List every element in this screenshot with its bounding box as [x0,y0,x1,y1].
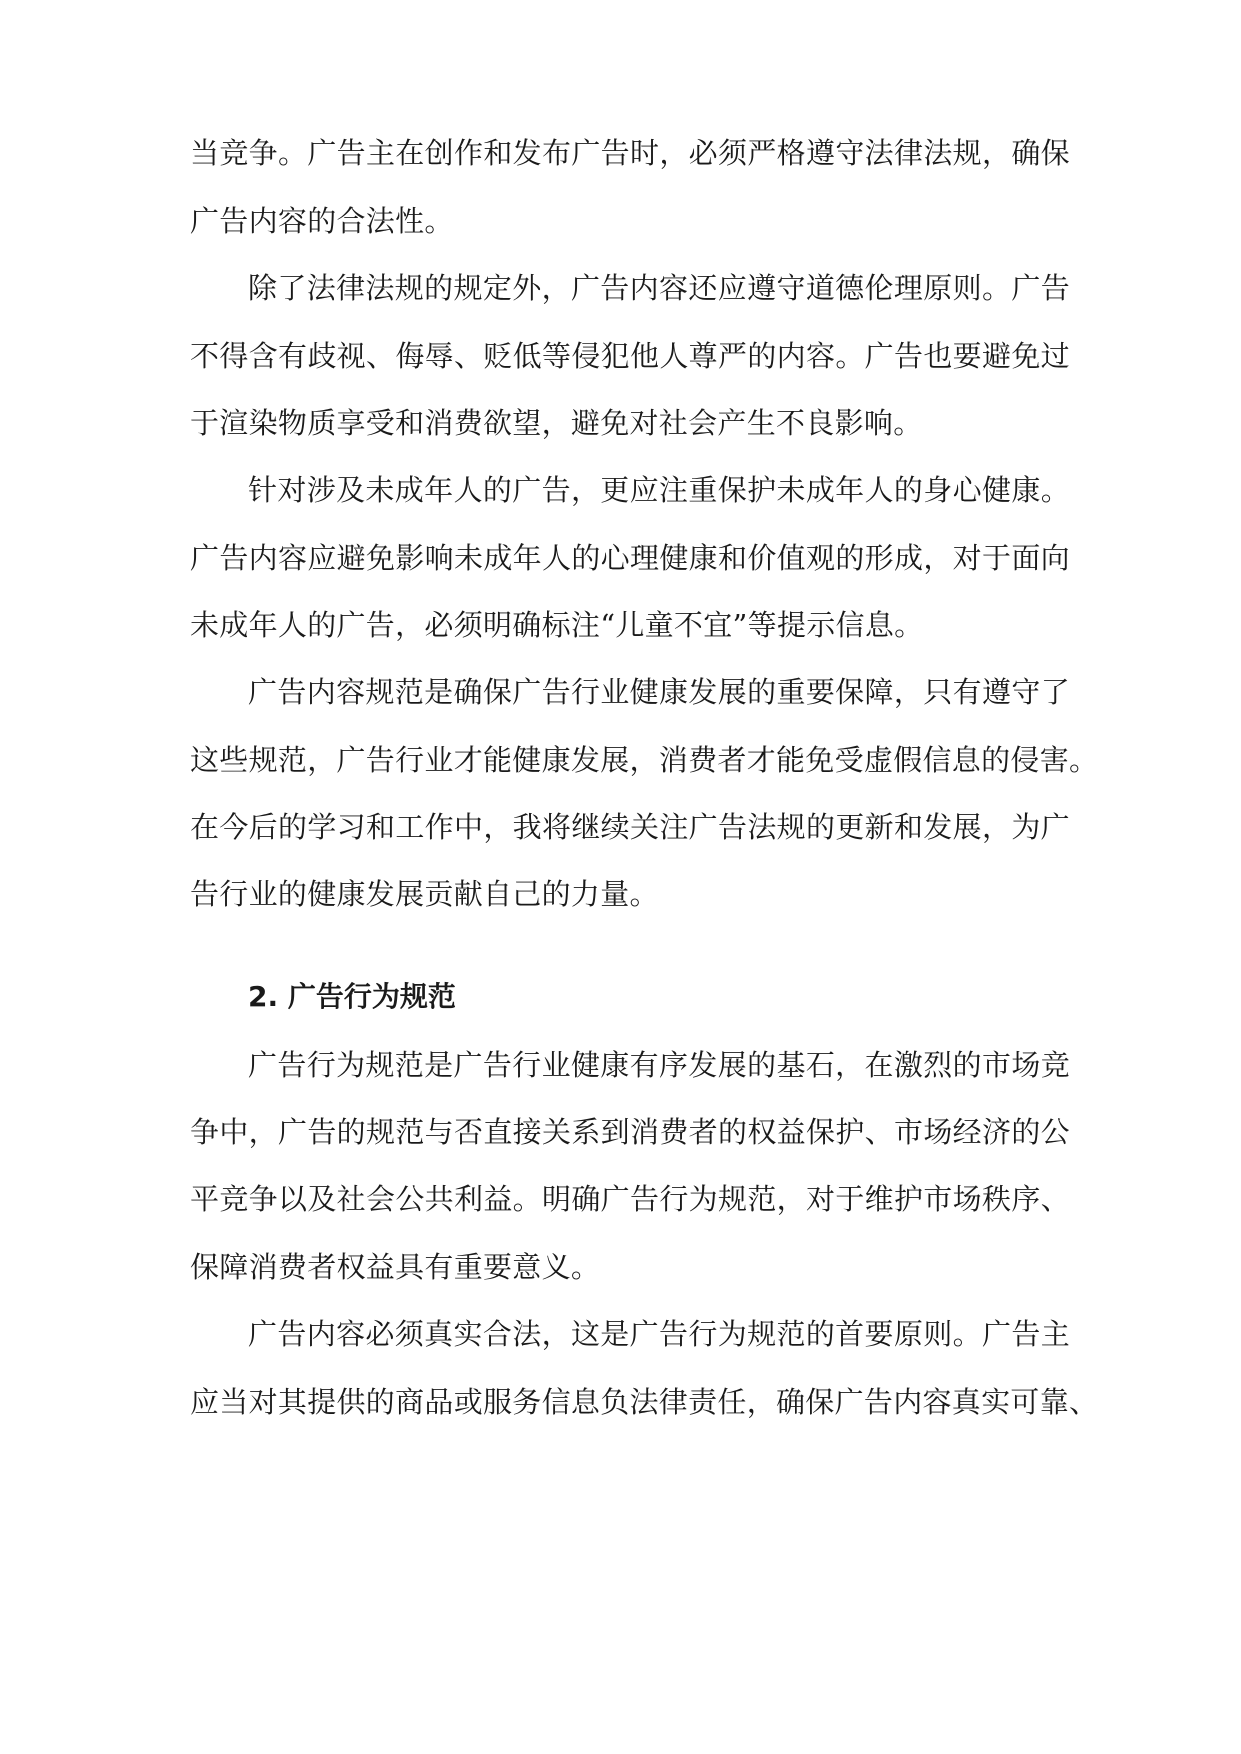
text-line: 这些规范，广告行业才能健康发展，消费者才能免受虚假信息的侵害。 [190,743,1099,777]
text-line: 应当对其提供的商品或服务信息负法律责任，确保广告内容真实可靠、 [190,1385,1099,1419]
text-line: 不得含有歧视、侮辱、贬低等侵犯他人尊严的内容。广告也要避免过 [190,339,1070,373]
text-line: 保障消费者权益具有重要意义。 [190,1250,601,1284]
text-line: 针对涉及未成年人的广告，更应注重保护未成年人的身心健康。 [248,473,1070,507]
text-line: 广告内容必须真实合法，这是广告行为规范的首要原则。广告主 [248,1317,1070,1351]
text-line: 除了法律法规的规定外，广告内容还应遵守道德伦理原则。广告 [248,271,1070,305]
text-line: 于渲染物质享受和消费欲望，避免对社会产生不良影响。 [190,406,923,440]
text-line: 未成年人的广告，必须明确标注“儿童不宜”等提示信息。 [190,608,924,642]
text-line: 广告行为规范是广告行业健康有序发展的基石，在激烈的市场竞 [248,1048,1070,1082]
text-line: 广告内容的合法性。 [190,204,454,238]
text-line: 平竞争以及社会公共利益。明确广告行为规范，对于维护市场秩序、 [190,1182,1070,1216]
text-line: 在今后的学习和工作中，我将继续关注广告法规的更新和发展，为广 [190,810,1070,844]
text-line: 广告内容规范是确保广告行业健康发展的重要保障，只有遵守了 [248,675,1070,709]
text-line: 当竞争。广告主在创作和发布广告时，必须严格遵守法律法规，确保 [190,136,1070,170]
text-line: 广告内容应避免影响未成年人的心理健康和价值观的形成，对于面向 [190,541,1070,575]
section-heading: 2. 广告行为规范 [248,980,456,1013]
text-line: 告行业的健康发展贡献自己的力量。 [190,877,659,911]
text-line: 争中，广告的规范与否直接关系到消费者的权益保护、市场经济的公 [190,1115,1070,1149]
